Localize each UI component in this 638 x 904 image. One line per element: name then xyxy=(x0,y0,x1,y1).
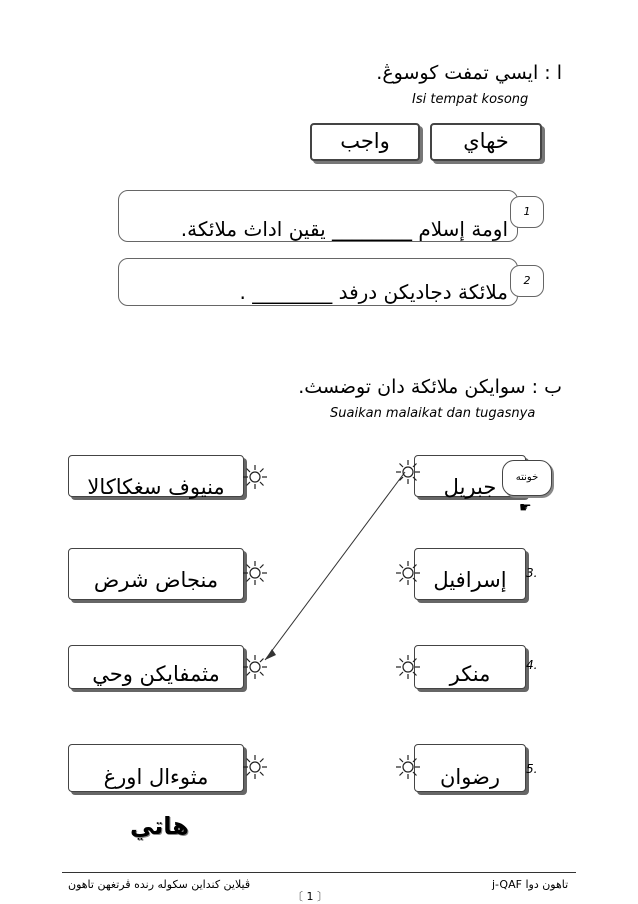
item-number-4: 4. xyxy=(526,658,538,672)
duty-box-blow-trumpet: منيوف سغكاكالا xyxy=(68,455,244,497)
question-number-2: 2 xyxy=(510,265,544,297)
duty-box-convey-revelation: مثمفايكن وحي xyxy=(68,645,244,689)
angel-box-jibril: جبريل xyxy=(414,455,526,497)
angel-box-ridwan: رضوان xyxy=(414,744,526,792)
footer-right-text: تاهون دوا j-QAF xyxy=(492,878,569,891)
section-a-subtitle: Isi tempat kosong xyxy=(412,92,529,107)
example-badge-label: خونته xyxy=(515,472,539,483)
section-b-title: ب : سوايكن ملائكة دان توضسث. xyxy=(298,376,562,398)
sun-icon xyxy=(396,755,420,779)
sun-icon xyxy=(243,561,267,585)
question-text-1: اومة إسلام ________ يقين اداث ملائكة. xyxy=(180,217,508,241)
section-b-subtitle: Suaikan malaikat dan tugasnya xyxy=(330,406,536,421)
pointing-hand-icon: ☛ xyxy=(519,500,532,516)
sun-icon xyxy=(396,561,420,585)
sun-icon xyxy=(396,655,420,679)
item-number-3: 3. xyxy=(526,566,538,580)
word-bank-item: خهاي xyxy=(430,123,542,161)
angel-box-mungkar: منكر xyxy=(414,645,526,689)
heart-word-title: هاتي xyxy=(130,812,189,840)
duty-box-guard-hell: منجاض شرض xyxy=(68,548,244,600)
word-bank-item: واجب xyxy=(310,123,420,161)
angel-box-israfil: إسرافيل xyxy=(414,548,526,600)
sun-icon xyxy=(243,655,267,679)
sun-icon xyxy=(396,460,420,484)
sun-icon xyxy=(243,465,267,489)
page-number: 〔 1 〕 xyxy=(292,890,328,903)
example-badge xyxy=(502,460,552,496)
item-number-5: 5. xyxy=(526,762,538,776)
footer-left-text: ڤيلاين كنداين سكوله رنده ڤرتغهن تاهون xyxy=(68,878,251,891)
section-a-title: ا : ايسي تمفت كوسوڠ. xyxy=(376,62,562,84)
question-text-2: ملائكة دجاديكن درفد ________ . xyxy=(239,280,508,304)
footer-divider xyxy=(62,872,576,873)
question-number-1: 1 xyxy=(510,196,544,228)
duty-box-question-people: مثوءال اورغ xyxy=(68,744,244,792)
sun-icon xyxy=(243,755,267,779)
